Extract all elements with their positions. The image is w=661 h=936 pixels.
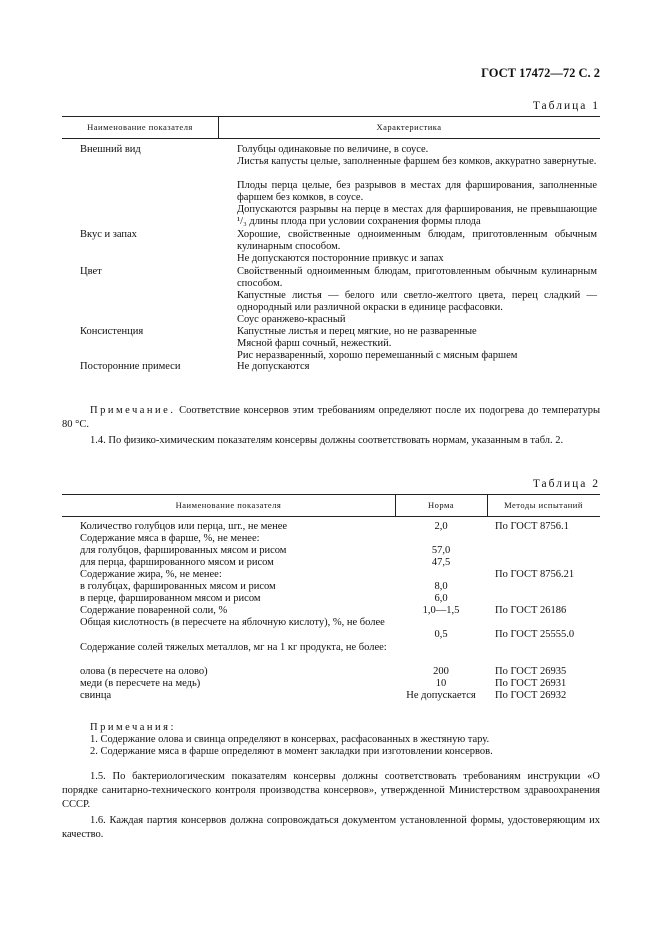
table2-top-rule	[62, 494, 600, 495]
table2-row-name: в голубцах, фаршированных мясом и рисом	[80, 581, 276, 592]
table2-row-name: Содержание мяса в фарше, %, не менее:	[80, 533, 260, 544]
table2-notes-label: Примечания:	[90, 722, 176, 733]
table1-row-name: Внешний вид	[80, 144, 141, 155]
table2-row-name: Содержание солей тяжелых металлов, мг на 1 кг продукта, не более:	[80, 642, 387, 653]
table2-row-norm: 8,0	[434, 581, 448, 592]
table2-row-norm: 1,0—1,5	[422, 605, 460, 616]
table1-char-line: Свойственный одноименным блюдам, приготовленным обычным кулинарным способом.	[237, 266, 597, 290]
table1-char-line: Голубцы одинаковые по величине, в соусе.	[237, 144, 429, 155]
table1-caption: Таблица 1	[532, 100, 600, 112]
table2-row-method: По ГОСТ 8756.1	[495, 521, 569, 532]
table2-row-method: По ГОСТ 26935	[495, 666, 567, 677]
table2-row-name: Содержание жира, %, не менее:	[80, 569, 222, 580]
table1-row-name: Посторонние примеси	[80, 361, 181, 372]
table1-row-name: Консистенция	[80, 326, 144, 337]
table2-row-method: По ГОСТ 8756.21	[495, 569, 575, 580]
note-label: Примечание.	[90, 405, 176, 416]
table1-row-name: Вкус и запах	[80, 229, 137, 240]
table1-row-name: Цвет	[80, 266, 102, 277]
table1-top-rule	[62, 116, 600, 117]
page-header: ГОСТ 17472—72 С. 2	[481, 66, 600, 80]
table2-header-name: Наименование показателя	[175, 500, 282, 510]
table1-char-line: Мясной фарш сочный, нежесткий.	[237, 338, 392, 349]
table1-char-line: Хорошие, свойственные одноименным блюдам, приготовленным обычным кулинарным способом.	[237, 229, 597, 253]
table1-note	[62, 404, 600, 432]
table2-row-method: По ГОСТ 26932	[495, 690, 567, 701]
table2-note-item: 2. Содержание мяса в фарше определяют в момент закладки при изготовлении консервов.	[90, 746, 493, 757]
table1-char-line: Капустные листья — белого или светло-желтого цвета, перец сладкий — однородный или различной окраски в единице расфасовки.	[237, 290, 597, 314]
table2-header-rule	[62, 516, 600, 517]
table2-row-norm: 47,5	[431, 557, 451, 568]
paragraph-1-6: 1.6. Каждая партия консервов должна сопровождаться документом установленной формы, удостоверяющим их качество.	[62, 815, 600, 840]
table1-char-line: Листья капусты целые, заполненные фаршем без комков, аккуратно завернутые.	[237, 156, 597, 167]
table2-row-name: для голубцов, фаршированных мясом и рисом	[80, 545, 287, 556]
table1-header-name: Наименование показателя	[87, 122, 193, 132]
table1-header-char: Характеристика	[376, 122, 442, 132]
table2-caption: Таблица 2	[532, 478, 600, 490]
table2-row-norm: 2,0	[434, 521, 448, 532]
table1-char-line: Не допускаются	[237, 361, 310, 372]
table2-header-norm: Норма	[427, 500, 455, 510]
table2-row-name: свинца	[80, 690, 112, 701]
paragraph-1-4: 1.4. По физико-химическим показателям консервы должны соответствовать нормам, указанным в табл. 2.	[90, 435, 564, 446]
table2-row-norm: 200	[433, 666, 449, 677]
table1-header-rule	[62, 138, 600, 139]
table2-row-norm: 0,5	[434, 629, 448, 640]
table1-char-line: Рис неразваренный, хорошо перемешанный с мясным фаршем	[237, 350, 518, 361]
table2-row-name: Содержание поваренной соли, %	[80, 605, 228, 616]
table2-note-item: 1. Содержание олова и свинца определяют в консервах, расфасованных в жестяную тару.	[90, 734, 490, 745]
table2-row-name: олова (в пересчете на олово)	[80, 666, 208, 677]
table2-row-method: По ГОСТ 26186	[495, 605, 567, 616]
table2-row-method: По ГОСТ 26931	[495, 678, 567, 689]
table2-row-norm: 10	[435, 678, 447, 689]
table1-char-line: Соус оранжево-красный	[237, 314, 346, 325]
table2-row-norm: Не допускается	[406, 690, 476, 701]
paragraph-1-5: 1.5. По бактериологическим показателям консервы должны соответствовать требованиям инструкции «О порядке санитарно-технического контроля производства консервов», утвержденной Министерством здравоохранения СССР.	[62, 771, 600, 810]
table1-char-line: Не допускаются посторонние привкус и запах	[237, 253, 444, 264]
table2-row-name: Количество голубцов или перца, шт., не менее	[80, 521, 288, 532]
table2-row-name: в перце, фаршированном мясом и рисом	[80, 593, 261, 604]
table2-header-method: Методы испытаний	[504, 500, 583, 510]
table2-row-method: По ГОСТ 25555.0	[495, 629, 575, 640]
table2-row-name: для перца, фаршированного мясом и рисом	[80, 557, 274, 568]
table2-row-name: меди (в пересчете на медь)	[80, 678, 201, 689]
table2-row-name: Общая кислотность (в пересчете на яблочную кислоту), %, не более	[80, 617, 385, 628]
table1-char-line: Капустные листья и перец мягкие, но не разваренные	[237, 326, 477, 337]
table2-row-norm: 57,0	[431, 545, 451, 556]
table2-row-norm: 6,0	[434, 593, 448, 604]
table1-char-line: Допускаются разрывы на перце в местах для фарширования, не превышающие ¹/₃ длины плода при условии сохранения формы плода	[237, 204, 597, 228]
note-text: Соответствие консервов этим требованиям определяют после их подогрева до температуры 80 °С.	[62, 405, 600, 430]
table1-char-line: Плоды перца целые, без разрывов в местах для фарширования, заполненные фаршем без комков, в соусе.	[237, 180, 597, 204]
